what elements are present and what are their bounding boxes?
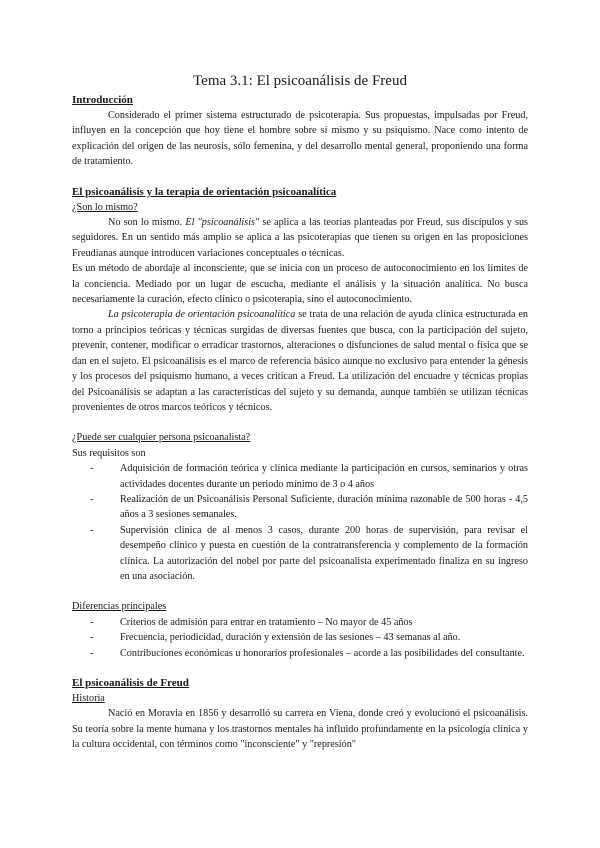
question-same-heading: ¿Son lo mismo? xyxy=(72,201,138,213)
intro-heading: Introducción xyxy=(72,94,133,106)
history-heading: Historia xyxy=(72,693,105,704)
requirements-list xyxy=(72,461,528,584)
list-item: - Contribuciones económicas u honorarios profesionales – acorde a las posibilidades del consultante. xyxy=(90,647,525,659)
psychotherapy-paragraph: La psicoterapia de orientación psicoanalítica se trata de una relación de ayuda clínica estructurada en torno a principios teóricas y técnicas surgidas de diversas fuentes que busca, con la participación del sujeto, prevenir, contener, modificar o erradicar trastornos, alteraciones o disfunciones de salud mental o física que se dan en el sujeto. El psicoanálisis es el marco de referencia básico aunque no exclusivo para entender la génesis y los procesos del psiquismo humano, a veces critican a Freud. La utilización del encuadre y técnicas propias del Psicoanálisis se adaptan a las características del sujeto y su demanda, aunque también se utilizan técnicas provenientes de otros marcos teóricos y técnicos. xyxy=(72,309,528,413)
intro-paragraph: Considerado el primer sistema estructurado de psicoterapia. Sus propuestas, impulsadas por Freud, influyen en la concepción que hoy tiene el hombre sobre sí mismo y su psiquismo. Nace como intento de explicación del origen de las neurosis, sólo femenina, y del desarrollo mental general, proponiendo una forma de tratamiento. xyxy=(72,110,528,168)
list-item: - Criterios de admisión para entrar en tratamiento – No mayor de 45 años xyxy=(90,616,413,628)
list-item: - Supervisión clínica de al menos 3 casos, durante 200 horas de supervisión, para revisar el desempeño clínico y puesta en cuestión de la contratransferencia y complemento de la formación clínica. La autorización del nobel por parte del psicoanalista experimentado finaliza en su ingreso en una asociación. xyxy=(90,524,528,582)
requirements-intro: Sus requisitos son xyxy=(72,447,146,459)
list-item: - Adquisición de formación teórica y clínica mediante la participación en cursos, seminarios y otras actividades docentes durante un periodo mínimo de 3 o 4 años xyxy=(90,463,528,490)
section2-heading: El psicoanálisis de Freud xyxy=(72,677,189,689)
method-paragraph: Es un método de abordaje al inconsciente, que se inicia con un proceso de autoconocimiento en los límites de la conciencia. Mediado por un lugar de escucha, mediante el análisis y la situación analítica. No busca necesariamente la curación, efecto clínico o psicoterapia, sino el autoconocimiento. xyxy=(72,263,528,306)
list-item: - Realización de un Psicoanálisis Personal Suficiente, duración mínima razonable de 500 horas - 4,5 años a 3 sesiones semanales. xyxy=(90,493,528,521)
question-anyone-heading: ¿Puede ser cualquier persona psicoanalista? xyxy=(72,432,251,444)
psychoanalysis-definition-paragraph: No son lo mismo. El "psicoanálisis" se aplica a las teorías planteadas por Freud, sus discípulos y sus seguidores. En un sentido más amplio se aplica a las psicoterapias que tienen su origen en las proposiciones Freudianas aunque introducen variaciones conceptuales o técnicas. xyxy=(72,217,528,259)
section1-heading: El psicoanálisis y la terapia de orientación psicoanalítica xyxy=(72,185,337,198)
history-paragraph: Nació en Moravia en 1856 y desarrolló su carrera en Viena, donde creó y evolucionó el psicoanálisis. Su teoría sobre la mente humana y los trastornos mentales ha influido profundamente en la psicología clínica y la cultura occidental, con términos como "inconsciente" y "represión" xyxy=(72,708,528,751)
page-title: Tema 3.1: El psicoanálisis de Freud xyxy=(193,73,407,89)
list-item: - Frecuencia, periodicidad, duración y extensión de las sesiones – 43 semanas al año. xyxy=(90,632,461,644)
document-body xyxy=(72,72,528,753)
differences-list xyxy=(72,615,528,661)
differences-heading: Diferencias principales xyxy=(72,601,167,613)
